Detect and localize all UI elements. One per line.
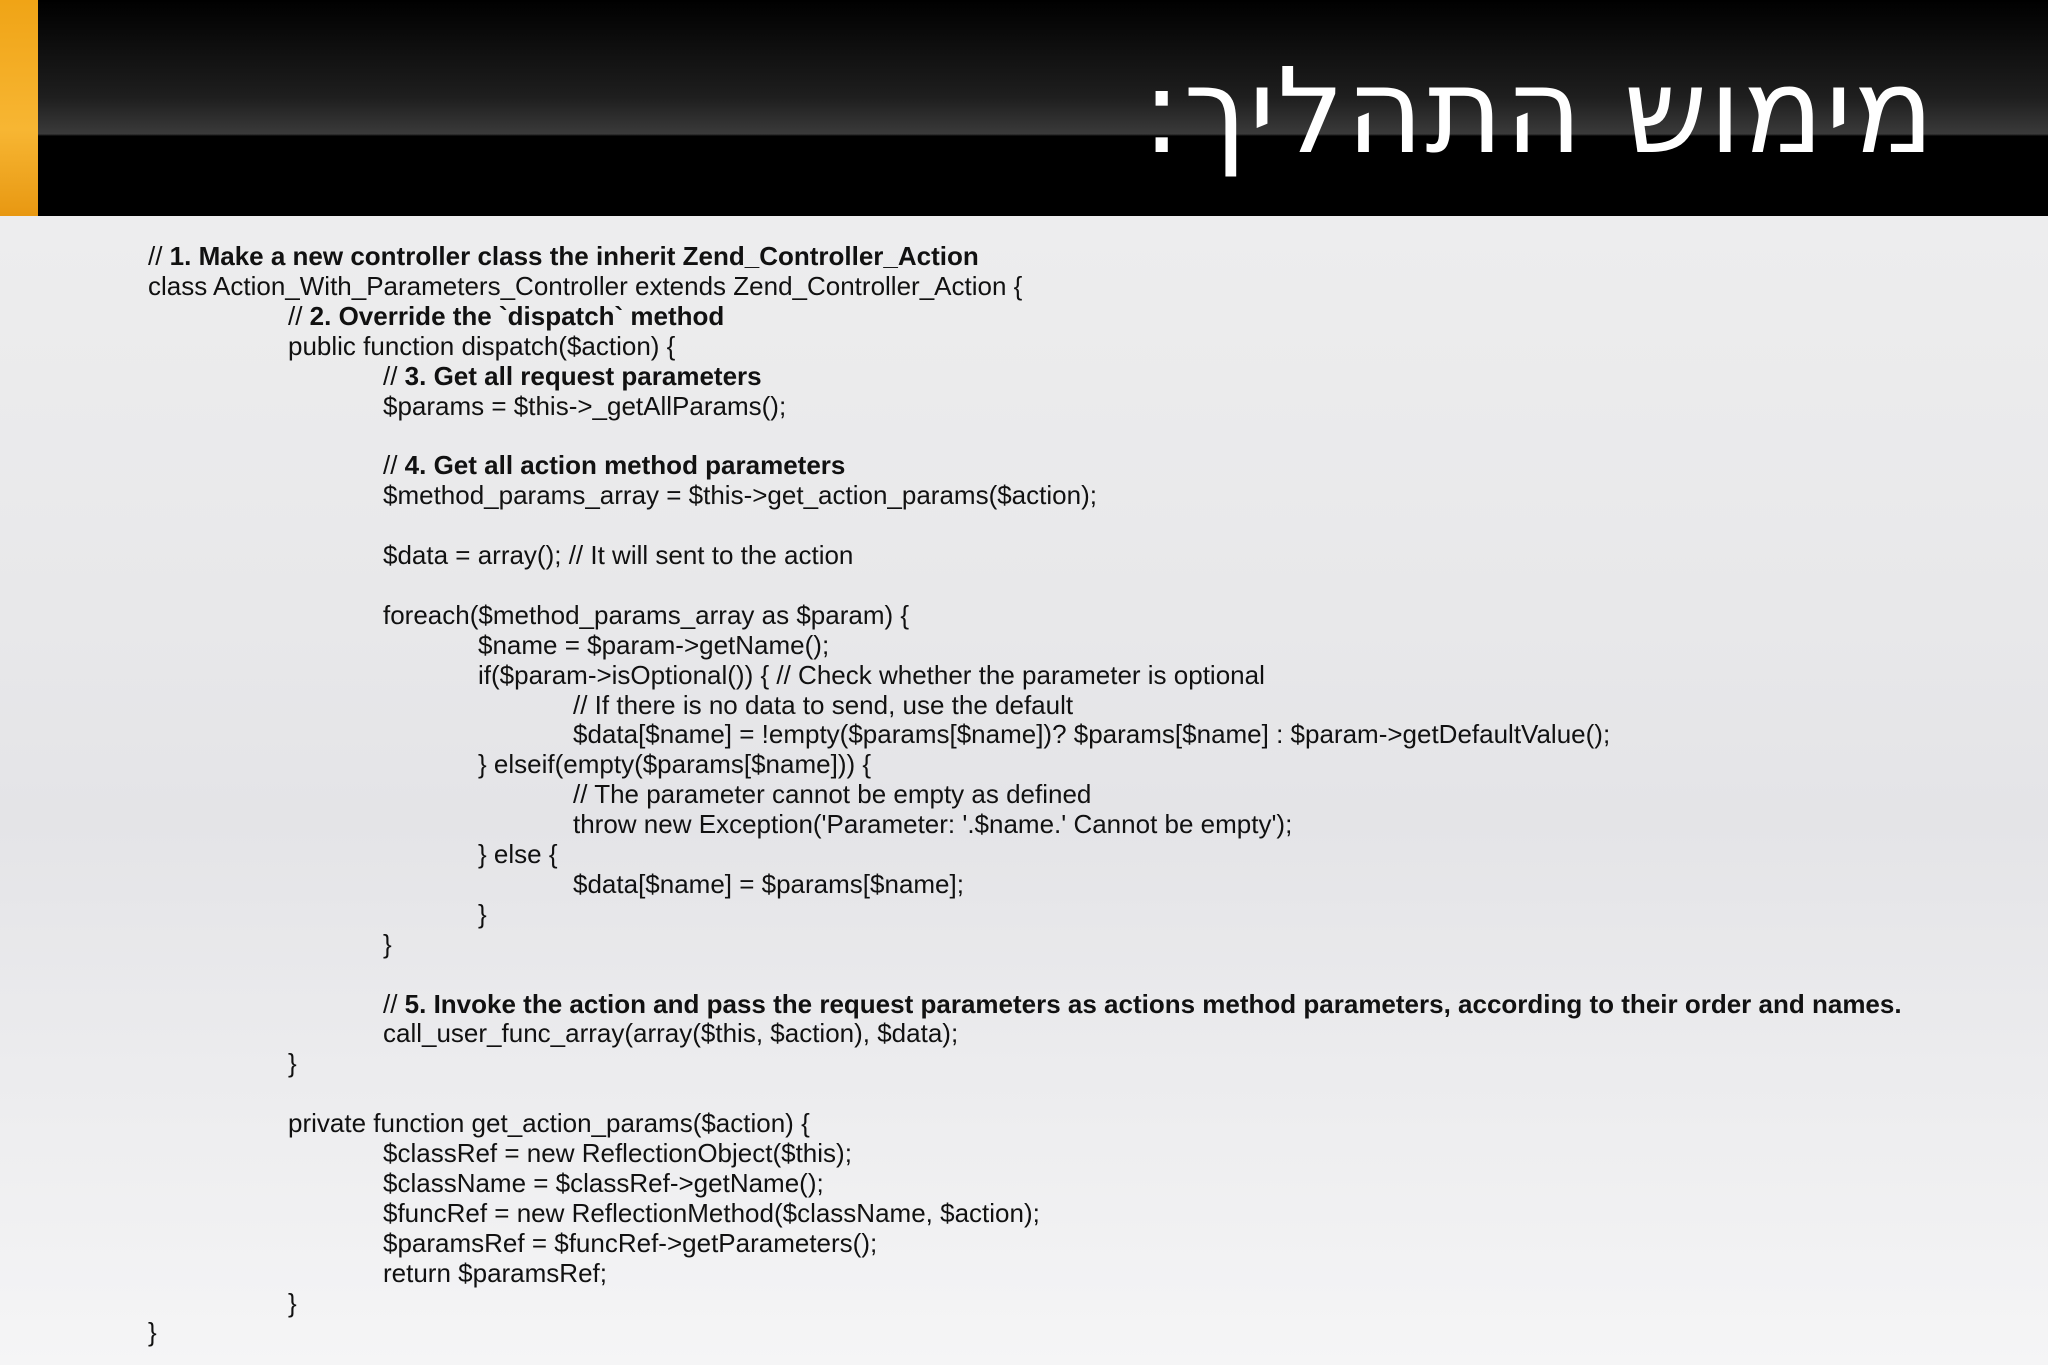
code-text: $className = $classRef->getName();	[383, 1167, 824, 1198]
code-line	[288, 1288, 297, 1318]
code-text: }	[478, 898, 487, 929]
code-line	[383, 600, 909, 630]
code-line	[478, 630, 829, 660]
code-text: } elseif(empty($params[$name])) {	[478, 749, 872, 780]
code-text: //	[383, 988, 405, 1019]
code-text: //	[148, 241, 170, 271]
code-text: $data[$name] = !empty($params[$name])? $params[$name] : $param->getDefaultValue();	[573, 719, 1611, 750]
code-text: //	[288, 300, 310, 331]
code-text: return $paramsRef;	[383, 1257, 607, 1288]
code-line	[383, 450, 845, 480]
code-line	[383, 1168, 824, 1198]
code-text: $data = array(); // It will sent to the action	[383, 540, 854, 570]
code-comment-bold: 1. Make a new controller class the inherit Zend_Controller_Action	[169, 241, 979, 271]
code-text: $funcRef = new ReflectionMethod($className, $action);	[383, 1197, 1040, 1228]
code-line	[383, 989, 1902, 1019]
code-line	[383, 1138, 852, 1168]
code-line	[288, 1048, 297, 1078]
code-line	[383, 1198, 1040, 1228]
code-line	[288, 1108, 810, 1138]
code-line	[148, 1317, 157, 1347]
code-text: throw new Exception('Parameter: '.$name.' Cannot be empty');	[573, 809, 1293, 840]
code-text: call_user_func_array(array($this, $action), $data);	[383, 1018, 959, 1049]
code-line	[383, 929, 392, 959]
slide-title: מימוש התהליך:	[1141, 42, 1936, 180]
code-text: private function get_action_params($action) {	[288, 1108, 810, 1139]
code-line	[383, 540, 853, 570]
code-comment-bold: 4. Get all action method parameters	[404, 450, 846, 481]
code-line	[573, 809, 1292, 839]
code-text: $params = $this->_getAllParams();	[383, 390, 787, 421]
code-line	[383, 1258, 607, 1288]
code-text: }	[383, 928, 392, 959]
code-line	[383, 1228, 877, 1258]
code-line	[288, 301, 724, 331]
code-text: $method_params_array = $this->get_action_params($action);	[383, 480, 1097, 511]
code-text: foreach($method_params_array as $param) {	[383, 599, 910, 630]
code-text: }	[288, 1287, 297, 1318]
code-line	[383, 1018, 958, 1048]
code-text: class Action_With_Parameters_Controller extends Zend_Controller_Action {	[148, 270, 1023, 301]
code-line	[478, 899, 487, 929]
code-text: $name = $param->getName();	[478, 629, 830, 660]
slide-header	[0, 0, 2048, 216]
code-line	[478, 749, 871, 779]
code-line	[383, 480, 1097, 510]
code-line	[573, 869, 964, 899]
code-comment-bold: 5. Invoke the action and pass the request parameters as actions method parameters, according to their order and names.	[404, 988, 1902, 1019]
code-comment-bold: 3. Get all request parameters	[404, 360, 762, 391]
code-text: }	[148, 1317, 157, 1348]
code-line	[288, 331, 675, 361]
code-line	[383, 391, 786, 421]
code-line	[478, 660, 1265, 690]
code-text: $classRef = new ReflectionObject($this);	[383, 1138, 852, 1168]
code-line	[148, 271, 1022, 301]
code-line	[573, 690, 1073, 720]
code-comment-bold: 2. Override the `dispatch` method	[309, 300, 725, 331]
code-line	[148, 241, 979, 271]
code-text: $paramsRef = $funcRef->getParameters();	[383, 1227, 878, 1258]
code-text: // If there is no data to send, use the default	[573, 689, 1074, 720]
code-line	[573, 779, 1091, 809]
code-text: }	[288, 1048, 297, 1079]
code-text: $data[$name] = $params[$name];	[573, 868, 964, 899]
code-line	[478, 839, 558, 869]
code-text: //	[383, 450, 405, 481]
code-text: public function dispatch($action) {	[288, 330, 676, 361]
accent-bar	[0, 0, 38, 216]
code-text: // The parameter cannot be empty as defined	[573, 779, 1092, 810]
code-text: if($param->isOptional()) { // Check whether the parameter is optional	[478, 659, 1265, 690]
code-text: } else {	[478, 839, 558, 869]
code-text: //	[383, 360, 405, 391]
code-line	[383, 361, 762, 391]
code-line	[573, 719, 1610, 749]
